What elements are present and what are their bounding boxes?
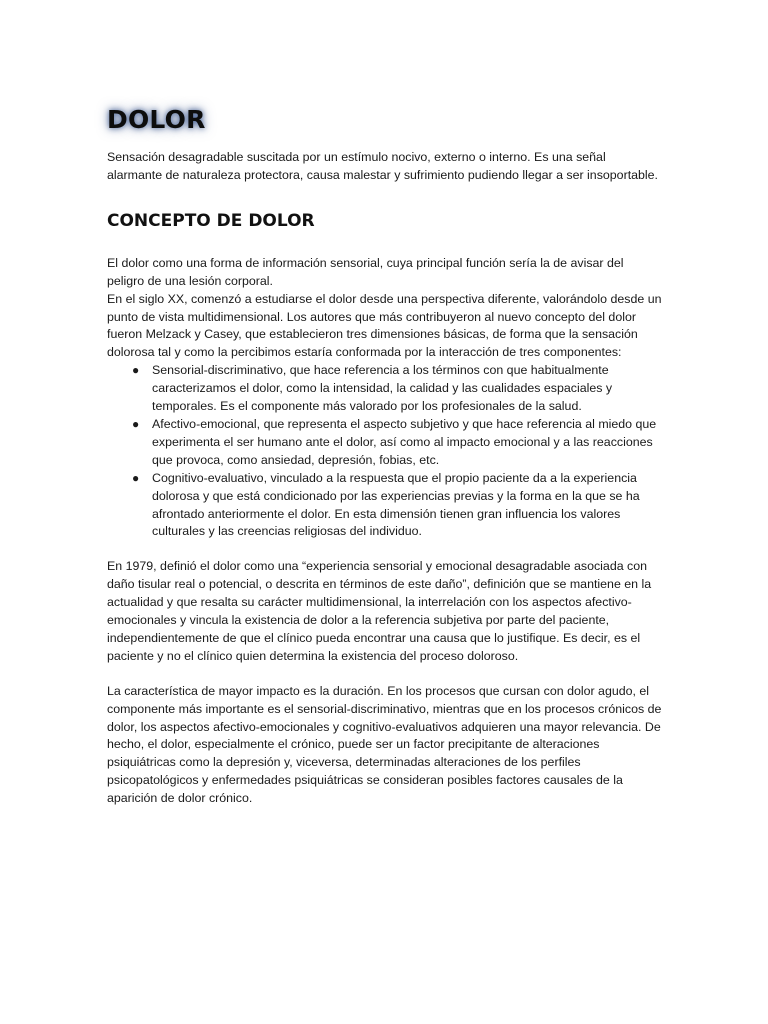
list-item-text: Cognitivo-evaluativo, vinculado a la respuesta que el propio paciente da a la experiencia dolorosa y que está condicionado por las experiencias previas y la forma en la que se ha afrontado anteriormente el dolor. En esta dimensión tienen gran influencia los valores culturales y las creencias religiosas del individuo. (152, 470, 640, 539)
section-heading: CONCEPTO DE DOLOR (107, 210, 315, 231)
components-list (107, 362, 663, 541)
list-item-text: Afectivo-emocional, que representa el aspecto subjetivo y que hace referencia al miedo que experimenta el ser humano ante el dolor, así como al impacto emocional y a las reacciones que provoca, como ansiedad, depresión, fobias, etc. (152, 416, 657, 467)
bullet-icon: ● (132, 363, 140, 378)
definition-1979-paragraph: En 1979, definió el dolor como una “experiencia sensorial y emocional desagradable asociada con daño tisular real o potencial, o descrita en términos de este daño”, definición que se mantiene en la actualidad y que resalta su carácter multidimensional, la interrelación con los aspectos afectivo-emocionales y vincula la existencia de dolor a la referencia subjetiva por parte del paciente, independientemente de que el clínico pueda encontrar una causa que lo justifique. Es decir, es el paciente y no el clínico quien determina la existencia del proceso doloroso. (107, 559, 652, 663)
list-item-text: Sensorial-discriminativo, que hace referencia a los términos con que habitualmente caracterizamos el dolor, como la intensidad, la calidad y las cualidades espaciales y temporales. Es el componente más valorado por los profesionales de la salud. (152, 363, 613, 414)
concept-definition-paragraph: El dolor como una forma de información sensorial, cuya principal función sería la de avisar del peligro de una lesión corporal. (107, 255, 624, 288)
bullet-icon: ● (132, 416, 140, 431)
list-item (107, 362, 663, 416)
duration-paragraph: La característica de mayor impacto es la duración. En los procesos que cursan con dolor agudo, el componente más importante es el sensorial-discriminativo, mientras que en los procesos crónicos de dolor, los aspectos afectivo-emocionales y cognitivo-evaluativos adquieren una mayor relevancia. De hecho, el dolor, especialmente el crónico, puede ser un factor precipitante de alteraciones psiquiátricas como la depresión y, viceversa, determinadas alteraciones de los perfiles psicopatológicos y enfermedades psiquiátricas se consideran posibles factores causales de la aparición de dolor crónico. (107, 683, 662, 806)
intro-paragraph: Sensación desagradable suscitada por un estímulo nocivo, externo o interno. Es una señal alarmante de naturaleza protectora, causa malestar y sufrimiento pudiendo llegar a ser insoportable. (107, 150, 659, 182)
bullet-icon: ● (132, 470, 140, 485)
document-page (107, 102, 663, 808)
list-item (107, 416, 663, 470)
document-title: DOLOR (107, 105, 206, 134)
history-paragraph: En el siglo XX, comenzó a estudiarse el dolor desde una perspectiva diferente, valorándolo desde un punto de vista multidimensional. Los autores que más contribuyeron al nuevo concepto del dolor fueron Melzack y Casey, que establecieron tres dimensiones básicas, de forma que la sensación dolorosa tal y como la percibimos estaría conformada por la interacción de tres componentes: (107, 291, 662, 360)
list-item (107, 470, 663, 542)
